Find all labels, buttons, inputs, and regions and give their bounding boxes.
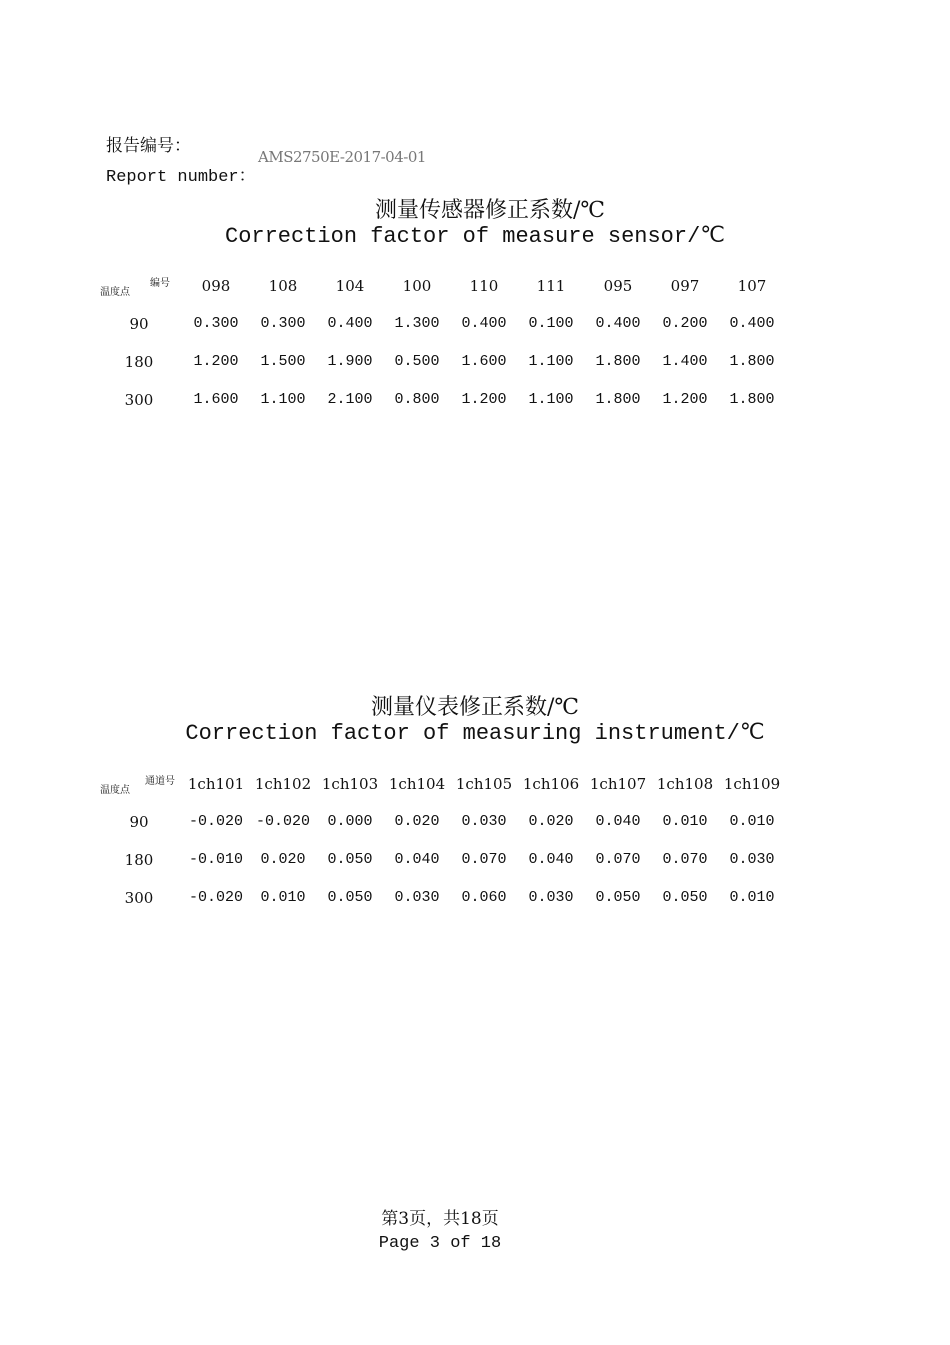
sensor-table-title-cn: 测量传感器修正系数/℃ (374, 198, 606, 223)
table-row (0, 391, 950, 413)
table-cell: -0.010 (188, 851, 243, 868)
table-cell: 0.040 (394, 851, 440, 868)
table-cell: 0.030 (394, 889, 440, 906)
table-cell: 1.100 (528, 391, 574, 408)
table-cell: 1.500 (260, 353, 306, 370)
column-header: 1ch103 (321, 775, 379, 793)
sensor-table-title-en: Correction factor of measure sensor/℃ (225, 224, 725, 249)
table-row (0, 889, 950, 911)
column-header: 111 (536, 277, 566, 295)
column-header: 110 (469, 277, 499, 295)
table-cell: 0.800 (394, 391, 440, 408)
column-header: 1ch107 (589, 775, 647, 793)
table-cell: 0.010 (729, 889, 775, 906)
table-cell: 0.070 (662, 851, 708, 868)
corner-header-temperature: 温度点 (100, 287, 130, 298)
column-header: 1ch106 (522, 775, 580, 793)
table-cell: 0.050 (327, 889, 373, 906)
table-cell: -0.020 (188, 813, 243, 830)
column-header: 100 (402, 277, 432, 295)
page-number-cn: 第3页，共18页 (381, 1209, 499, 1229)
table-cell: 0.070 (461, 851, 507, 868)
table-cell: 0.300 (260, 315, 306, 332)
table-cell: 1.200 (461, 391, 507, 408)
table-cell: 0.010 (662, 813, 708, 830)
column-header: 1ch104 (388, 775, 446, 793)
corner-header-temperature: 温度点 (100, 785, 130, 796)
page-number-en: Page 3 of 18 (378, 1234, 502, 1253)
table-cell: 0.400 (327, 315, 373, 332)
table-cell: 1.300 (394, 315, 440, 332)
table-cell: 0.200 (662, 315, 708, 332)
table-cell: 0.500 (394, 353, 440, 370)
report-number-label-cn: 报告编号： (106, 136, 191, 156)
column-header: 095 (603, 277, 633, 295)
column-header: 108 (268, 277, 298, 295)
table-cell: 1.200 (662, 391, 708, 408)
table-cell: 0.060 (461, 889, 507, 906)
row-temperature-label: 300 (124, 889, 154, 907)
table-cell: 1.800 (729, 353, 775, 370)
table-cell: 0.400 (595, 315, 641, 332)
table-cell: 1.100 (260, 391, 306, 408)
column-header: 1ch101 (187, 775, 245, 793)
table-cell: 0.050 (327, 851, 373, 868)
table-cell: 0.010 (260, 889, 306, 906)
table-cell: 0.100 (528, 315, 574, 332)
column-header: 1ch109 (723, 775, 781, 793)
table-row (0, 813, 950, 835)
table-cell: 0.050 (662, 889, 708, 906)
column-header: 097 (670, 277, 700, 295)
table-cell: 1.400 (662, 353, 708, 370)
table-cell: -0.020 (188, 889, 243, 906)
row-temperature-label: 90 (129, 813, 149, 831)
table-cell: 1.900 (327, 353, 373, 370)
table-cell: 0.300 (193, 315, 239, 332)
table-row (0, 315, 950, 337)
table-cell: 1.800 (595, 353, 641, 370)
table-cell: 0.050 (595, 889, 641, 906)
column-header: 1ch102 (254, 775, 312, 793)
table-cell: 0.070 (595, 851, 641, 868)
corner-header-id: 通道号 (145, 776, 175, 787)
table-cell: 0.040 (595, 813, 641, 830)
row-temperature-label: 90 (129, 315, 149, 333)
table-header-row (0, 277, 950, 299)
column-header: 1ch108 (656, 775, 714, 793)
table-cell: 0.400 (729, 315, 775, 332)
table-row (0, 851, 950, 873)
table-cell: 1.600 (461, 353, 507, 370)
table-cell: 0.020 (394, 813, 440, 830)
row-temperature-label: 180 (124, 353, 154, 371)
table-cell: 0.040 (528, 851, 574, 868)
table-cell: 0.000 (327, 813, 373, 830)
instrument-table-title-cn: 测量仪表修正系数/℃ (370, 695, 580, 720)
instrument-table-title-en: Correction factor of measuring instrument/℃ (185, 721, 765, 746)
table-cell: 1.600 (193, 391, 239, 408)
column-header: 1ch105 (455, 775, 513, 793)
table-cell: 0.400 (461, 315, 507, 332)
table-cell: 0.010 (729, 813, 775, 830)
row-temperature-label: 180 (124, 851, 154, 869)
row-temperature-label: 300 (124, 391, 154, 409)
table-cell: 1.800 (595, 391, 641, 408)
table-cell: 0.030 (461, 813, 507, 830)
column-header: 107 (737, 277, 767, 295)
table-cell: 2.100 (327, 391, 373, 408)
table-cell: -0.020 (255, 813, 310, 830)
report-number-label-en: Report number： (106, 168, 256, 187)
table-cell: 0.020 (528, 813, 574, 830)
report-number-value: AMS2750E-2017-04-01 (258, 148, 426, 166)
column-header: 104 (335, 277, 365, 295)
table-cell: 0.030 (528, 889, 574, 906)
table-cell: 0.020 (260, 851, 306, 868)
corner-header-id: 编号 (150, 278, 170, 289)
table-cell: 1.800 (729, 391, 775, 408)
table-row (0, 353, 950, 375)
table-header-row (0, 775, 950, 797)
column-header: 098 (201, 277, 231, 295)
table-cell: 1.200 (193, 353, 239, 370)
table-cell: 1.100 (528, 353, 574, 370)
table-cell: 0.030 (729, 851, 775, 868)
